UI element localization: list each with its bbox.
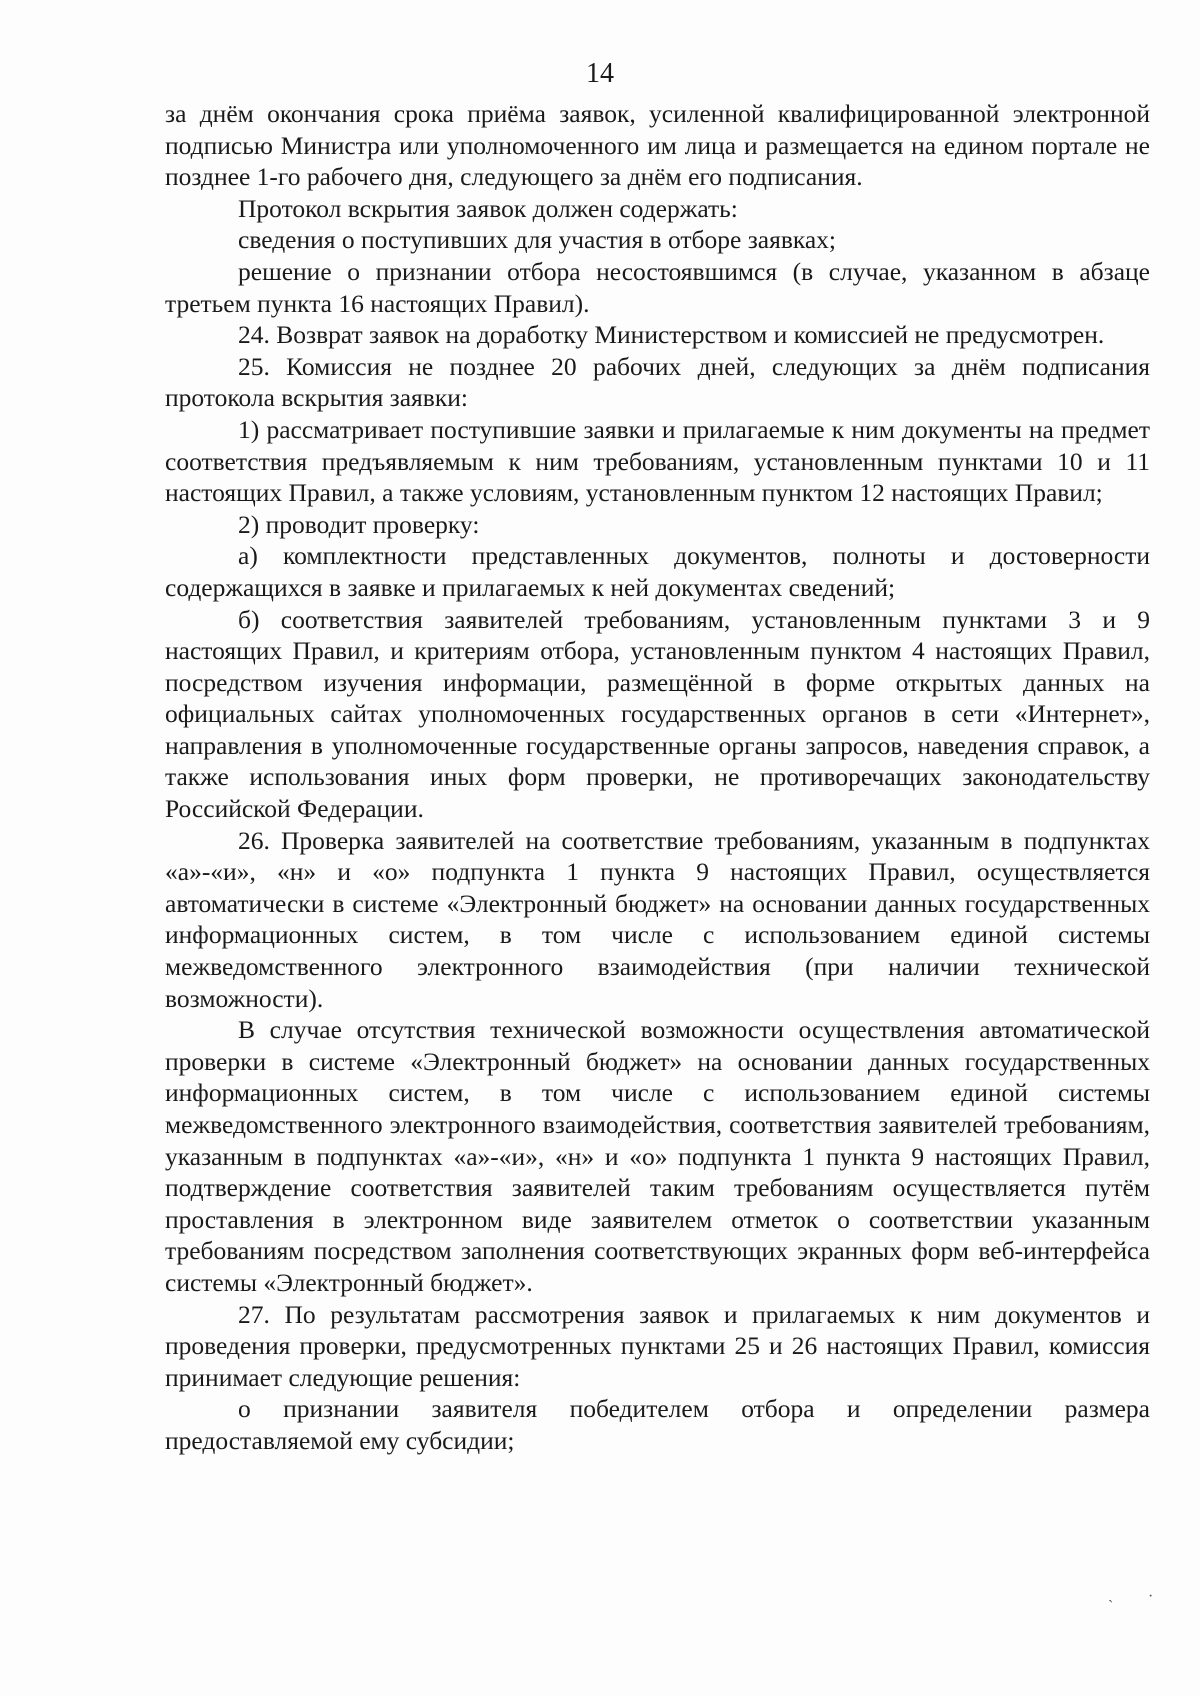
paragraph-item-27: 27. По результатам рассмотрения заявок и прилагаемых к ним документов и проведения проверки, предусмотренных пунктами 25 и 26 настоящих Правил, комиссия принимает следующие решения: xyxy=(165,1299,1150,1392)
page-number: 14 xyxy=(586,58,614,89)
document-body xyxy=(165,98,1150,1457)
paragraph-item-26: 26. Проверка заявителей на соответствие требованиям, указанным в подпунктах «а»-«и», «н» и «о» подпункта 1 пункта 9 настоящих Правил, осуществляется автоматически в системе «Электронный бюджет» на основании данных государственных информационных систем, в том числе с использованием единой системы межведомственного электронного взаимодействия (при наличии технической возможности). xyxy=(165,825,1150,1013)
paragraph-protocol-contents: Протокол вскрытия заявок должен содержать: xyxy=(238,193,738,223)
paragraph-item-25-1: 1) рассматривает поступившие заявки и прилагаемые к ним документы на предмет соответствия предъявляемым к ним требованиям, установленным пунктами 10 и 11 настоящих Правил, а также условиям, установленным пунктом 12 настоящих Правил; xyxy=(165,414,1150,508)
paragraph-item-24: 24. Возврат заявок на доработку Министерством и комиссией не предусмотрен. xyxy=(238,320,1105,350)
paragraph-applications-info: сведения о поступивших для участия в отборе заявках; xyxy=(238,225,837,255)
paragraph-item-25-2-b: б) соответствия заявителей требованиям, установленным пунктами 3 и 9 настоящих Правил, и критериям отбора, установленным пунктом 4 настоящих Правил, посредством изучения информации, размещённой в форме открытых данных на официальных сайтах уполномоченных государственных органов в сети «Интернет», направления в уполномоченные государственные органы запросов, наведения справок, а также использования иных форм проверки, не противоречащих законодательству Российской Федерации. xyxy=(165,604,1150,824)
paragraph-item-27-winner: о признании заявителя победителем отбора и определении размера предоставляемой ему субсидии; xyxy=(165,1394,1150,1455)
paragraph-item-25: 25. Комиссия не позднее 20 рабочих дней, следующих за днём подписания протокола вскрытия заявки: xyxy=(165,351,1150,413)
paragraph-item-25-2: 2) проводит проверку: xyxy=(238,509,480,539)
paragraph-item-26-manual-check: В случае отсутствия технической возможности осуществления автоматической проверки в системе «Электронный бюджет» на основании данных государственных информационных систем, в том числе с использованием единой системы межведомственного электронного взаимодействия, соответствия заявителей требованиям, указанным в подпунктах «а»-«и», «н» и «о» подпункта 1 пункта 9 настоящих Правил, подтверждение соответствия заявителей таким требованиям осуществляется путём проставления в электронном виде заявителем отметок о соответствии указанным требованиям посредством заполнения соответствующих экранных форм веб-интерфейса системы «Электронный бюджет». xyxy=(165,1015,1150,1297)
paragraph-item-25-2-a: а) комплектности представленных документов, полноты и достоверности содержащихся в заявке и прилагаемых к ней документах сведений; xyxy=(165,541,1150,602)
scan-speck: ˋ xyxy=(1108,1598,1114,1615)
paragraph-failed-selection: решение о признании отбора несостоявшимся (в случае, указанном в абзаце третьем пункта 16 настоящих Правил). xyxy=(165,256,1150,318)
paragraph-continuation: за днём окончания срока приёма заявок, усиленной квалифицированной электронной подписью Министра или уполномоченного им лица и размещается на едином портале не позднее 1-го рабочего дня, следующего за днём его подписания. xyxy=(165,99,1150,192)
scan-speck: · xyxy=(1148,1588,1154,1605)
